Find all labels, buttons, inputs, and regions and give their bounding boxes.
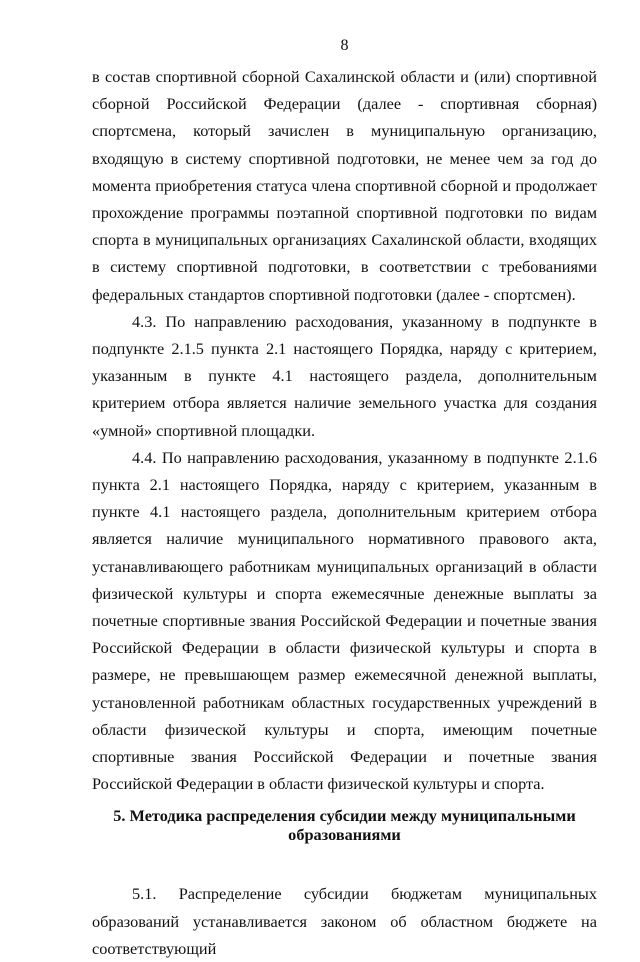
section-title-line1: 5. Методика распределения субсидии между муниципальными xyxy=(113,806,576,826)
paragraph-4-4: 4.4. По направлению расходования, указанному в подпункте 2.1.6 пункта 2.1 настоящего Порядка, наряду с критерием, указанным в пункте 4.1 настоящего раздела, дополнительным критерием отбора является наличие муниципального нормативного правового акта, устанавливающего работникам муниципальных организаций в области физической культуры и спорта ежемесячные денежные выплаты за почетные спортивные звания Российской Федерации и почетные звания Российской Федерации в области физической культуры и спорта в размере, не превышающем размер ежемесячной денежной выплаты, установленной работникам областных государственных учреждений в области физической культуры и спорта, имеющим почетные спортивные звания Российской Федерации и почетные звания Российской Федерации в области физической культуры и спорта. xyxy=(92,447,597,794)
page-number: 8 xyxy=(340,37,349,54)
section-title-line2: образованиями xyxy=(288,825,401,845)
paragraph-continuation: в состав спортивной сборной Сахалинской области и (или) спортивной сборной Российской Федерации (далее - спортивная сборная) спортсмена, который зачислен в муниципальную организацию, входящую в систему спортивной подготовки, не менее чем за год до момента приобретения статуса члена спортивной сборной и продолжает прохождение программы поэтапной спортивной подготовки по видам спорта в муниципальных организациях Сахалинской области, входящих в систему спортивной подготовки, в соответствии с требованиями федеральных стандартов спортивной подготовки (далее - спортсмен). xyxy=(92,67,597,304)
paragraph-5-1: 5.1. Распределение субсидии бюджетам муниципальных образований устанавливается законом об областном бюджете на соответствующий xyxy=(92,884,597,958)
section-title xyxy=(92,806,597,844)
paragraph-4-3: 4.3. По направлению расходования, указанному в подпункте в подпункте 2.1.5 пункта 2.1 настоящего Порядка, наряду с критерием, указанным в пункте 4.1 настоящего раздела, дополнительным критерием отбора является наличие земельного участка для создания «умной» спортивной площадки. xyxy=(92,311,597,440)
